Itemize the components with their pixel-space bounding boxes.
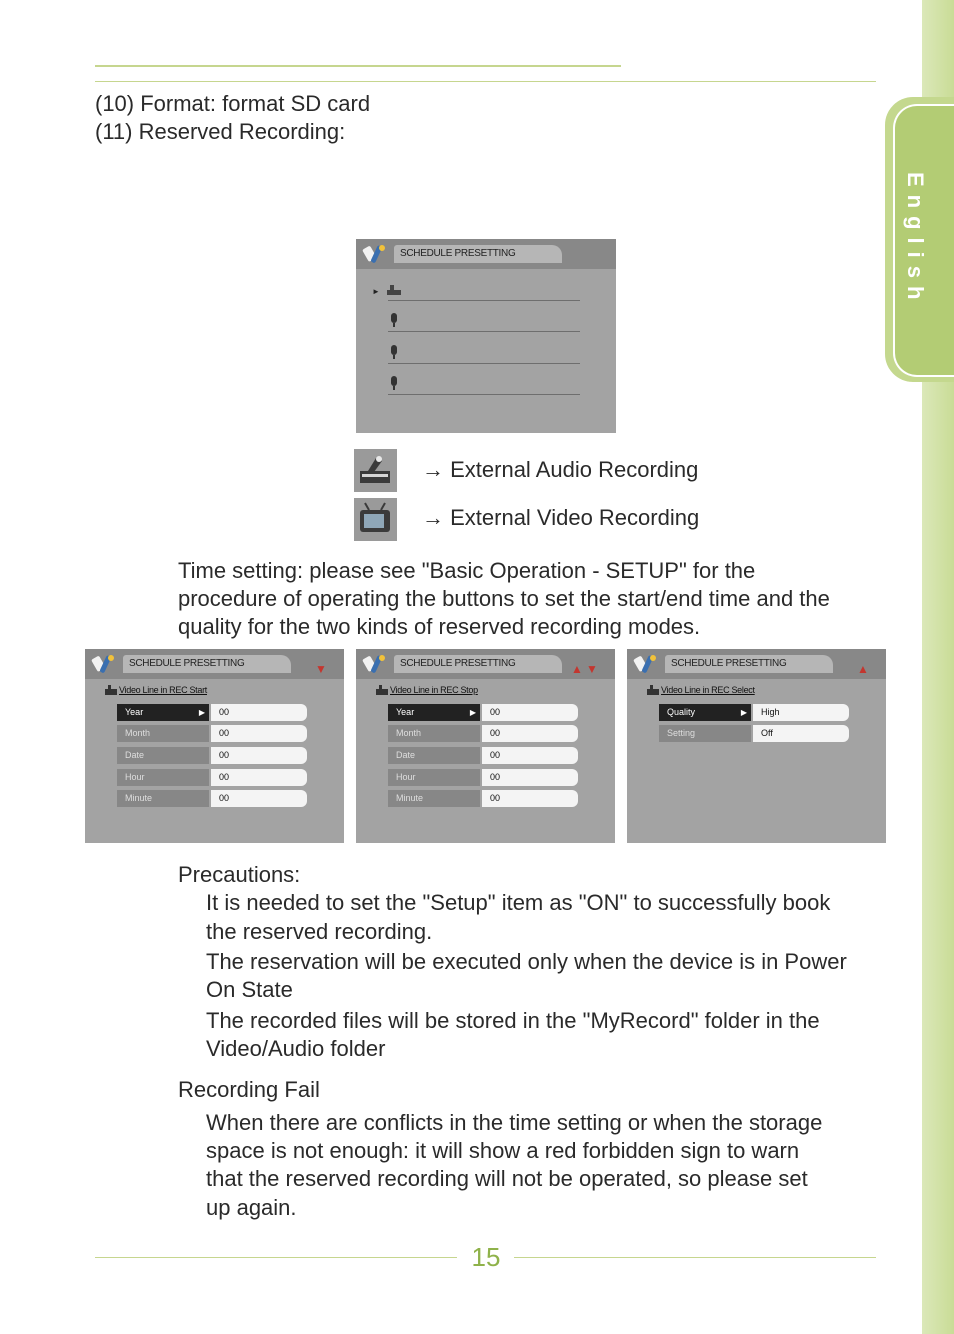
screen-title: SCHEDULE PRESETTING (394, 245, 562, 263)
setting-row: Hour 00 (117, 769, 307, 786)
schedule-slot-line (388, 331, 580, 332)
video-line-icon (105, 685, 117, 695)
time-setting-line-1: Time setting: please see "Basic Operation - SETUP" for the (178, 558, 756, 583)
tools-icon (362, 241, 388, 267)
setting-row: Minute 00 (117, 790, 307, 807)
scroll-up-icon: ▲ (857, 662, 869, 676)
screen-header (627, 649, 886, 679)
schedule-screen-main (356, 239, 616, 433)
language-label: English (903, 172, 928, 308)
audio-recording-icon (354, 449, 397, 492)
audio-recording-legend: → External Audio Recording (422, 457, 699, 482)
screen-title: SCHEDULE PRESETTING (123, 655, 291, 673)
precaution-3-line-2: Video/Audio folder (206, 1036, 386, 1061)
screen-subtitle: Video Line in REC Select (661, 685, 755, 695)
audio-record-icon (386, 284, 402, 296)
setting-row: Month 00 (388, 725, 578, 742)
schedule-screen-stop (356, 649, 615, 843)
screen-subtitle: Video Line in REC Start (119, 685, 207, 695)
page-number: 15 (471, 1242, 501, 1272)
mic-icon (390, 345, 398, 359)
time-setting-line-2: procedure of operating the buttons to set the start/end time and the (178, 586, 830, 611)
setting-row: Date 00 (388, 747, 578, 764)
schedule-slot-line (388, 363, 580, 364)
setting-row: Year ▶ 00 (117, 704, 307, 721)
video-recording-icon-box (354, 498, 397, 541)
recording-fail-line-4: up again. (206, 1195, 297, 1220)
recording-fail-line-3: that the reserved recording will not be operated, so please set (206, 1166, 808, 1191)
mic-icon (390, 313, 398, 327)
tools-icon (91, 651, 117, 677)
precaution-1-line-1: It is needed to set the "Setup" item as "ON" to successfully book (206, 890, 831, 915)
tools-icon (633, 651, 659, 677)
recording-fail-line-1: When there are conflicts in the time setting or when the storage (206, 1110, 823, 1135)
header-rule-thick (95, 65, 621, 67)
setting-row: Date 00 (117, 747, 307, 764)
time-setting-line-3: quality for the two kinds of reserved recording modes. (178, 614, 701, 639)
video-recording-icon (354, 498, 397, 541)
setting-row: Year ▶ 00 (388, 704, 578, 721)
screen-title: SCHEDULE PRESETTING (665, 655, 833, 673)
screen-header (85, 649, 344, 679)
footer-rule-left (95, 1257, 457, 1258)
setting-row: Minute 00 (388, 790, 578, 807)
screen-title: SCHEDULE PRESETTING (394, 655, 562, 673)
schedule-slot-line (388, 300, 580, 301)
setting-row: Quality ▶ High (659, 704, 849, 721)
precautions-title: Precautions: (178, 862, 301, 887)
precaution-2-line-2: On State (206, 977, 293, 1002)
screen-header (356, 649, 615, 679)
audio-recording-icon-box (354, 449, 397, 492)
tools-icon (362, 651, 388, 677)
setting-row: Month 00 (117, 725, 307, 742)
header-rule-thin (95, 81, 876, 82)
recording-fail-line-2: space is not enough: it will show a red forbidden sign to warn (206, 1138, 800, 1163)
screen-subtitle: Video Line in REC Stop (390, 685, 478, 695)
scroll-up-icon: ▲ (571, 662, 583, 676)
video-recording-legend: → External Video Recording (422, 505, 700, 530)
screen-header (356, 239, 616, 269)
setting-row: Setting Off (659, 725, 849, 742)
footer-rule-right (514, 1257, 876, 1258)
video-line-icon (376, 685, 388, 695)
precaution-3-line-1: The recorded files will be stored in the "MyRecord" folder in the (206, 1008, 820, 1033)
scroll-down-icon: ▼ (586, 662, 598, 676)
format-item: (10) Format: format SD card (95, 91, 371, 116)
video-line-icon (647, 685, 659, 695)
reserved-recording-item: (11) Reserved Recording: (95, 119, 346, 144)
schedule-screen-select (627, 649, 886, 843)
schedule-screen-start (85, 649, 344, 843)
scroll-down-icon: ▼ (315, 662, 327, 676)
selection-arrow-icon: ► (372, 287, 380, 296)
precaution-2-line-1: The reservation will be executed only when the device is in Power (206, 949, 847, 974)
setting-row: Hour 00 (388, 769, 578, 786)
mic-icon (390, 376, 398, 390)
precaution-1-line-2: the reserved recording. (206, 919, 433, 944)
recording-fail-title: Recording Fail (178, 1077, 320, 1102)
schedule-slot-line (388, 394, 580, 395)
